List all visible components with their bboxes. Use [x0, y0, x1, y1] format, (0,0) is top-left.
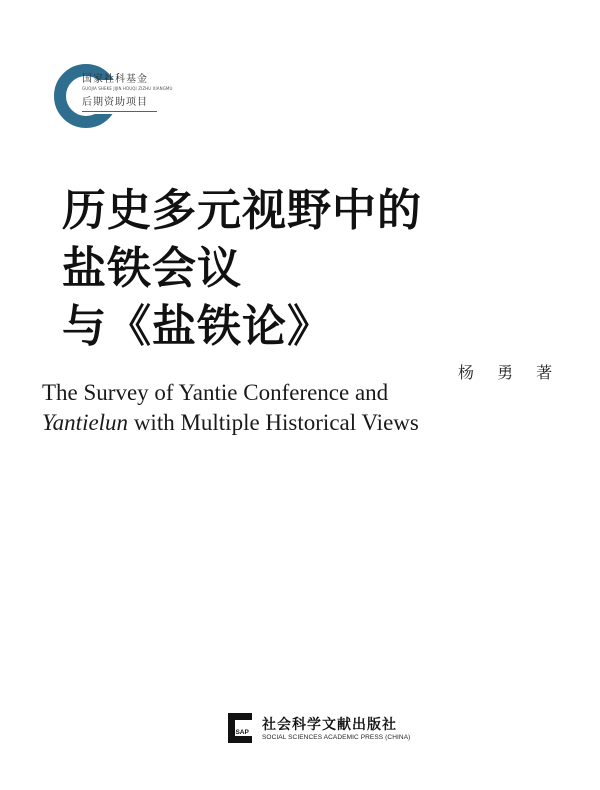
- chinese-title: [62, 182, 422, 356]
- title-line-3: 与《盐铁论》: [62, 301, 332, 352]
- title-line-2: 盐铁会议: [62, 243, 242, 294]
- publisher-name-en: SOCIAL SCIENCES ACADEMIC PRESS (CHINA): [262, 734, 411, 741]
- fund-pinyin: GUOJIA SHEKE JIJIN HOUQI ZIZHU XIANGMU: [82, 86, 173, 91]
- fund-logo: [52, 62, 182, 142]
- english-title-rest: with Multiple Historical Views: [128, 410, 419, 435]
- fund-underline: [82, 111, 157, 112]
- publisher-name-cn: 社会科学文献出版社: [262, 717, 397, 733]
- english-title-line-1: The Survey of Yantie Conference and: [42, 380, 389, 405]
- english-title-italic: Yantielun: [42, 410, 129, 435]
- publisher-logo-text: SSAP: [231, 729, 249, 736]
- english-title: [42, 378, 419, 438]
- english-title-line-2: [42, 408, 419, 438]
- title-line-1: 历史多元视野中的: [62, 185, 422, 236]
- author: 杨 勇 著: [458, 363, 562, 382]
- publisher-logo-icon: [226, 712, 254, 744]
- fund-text: [82, 70, 182, 112]
- fund-name-line2: 后期资助项目: [82, 97, 148, 108]
- publisher: [226, 712, 456, 748]
- fund-name-line1: 国家社科基金: [82, 74, 148, 85]
